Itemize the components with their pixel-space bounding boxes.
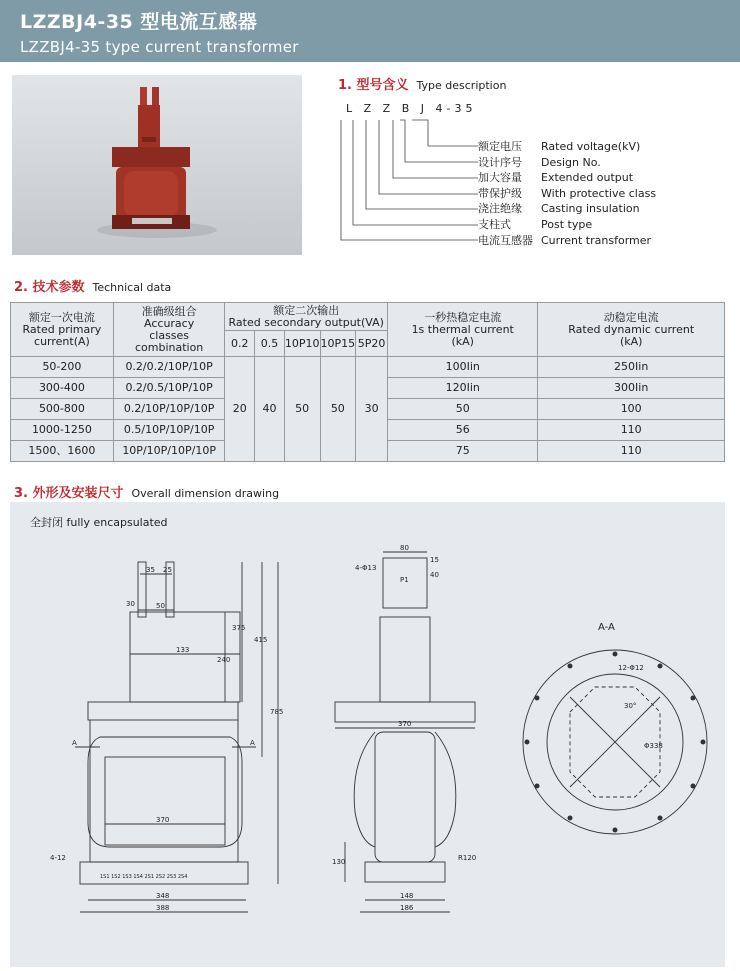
section-label: A-A (598, 622, 615, 633)
dim-label: 30° (624, 702, 637, 710)
table-row: 300-400 0.2/0.5/10P/10P 120Iin 300Iin (11, 378, 725, 399)
subheader-class: 0.2 (225, 331, 255, 357)
list-item: 电流互感器 Current transformer (478, 233, 652, 247)
dim-label: 35 (146, 566, 155, 574)
dim-label: Φ338 (644, 742, 663, 750)
header-accuracy: 准确级组合 Accuracy classes combination (113, 303, 225, 357)
secondary-value: 50 (320, 357, 356, 462)
dim-label: 348 (156, 892, 170, 900)
front-base (80, 862, 248, 884)
type-description-list (478, 139, 661, 248)
list-item: 额定电压 Rated voltage(kV) (478, 140, 641, 153)
section-mark: A (72, 739, 77, 747)
table-row: 50-200 0.2/0.2/10P/10P 20 40 50 50 30 100Iin 250Iin (11, 357, 725, 378)
title-english: LZZBJ4-35 type current transformer (20, 38, 299, 56)
dim-label: 15 (430, 556, 439, 564)
list-item: 浇注绝缘 Casting insulation (478, 202, 640, 216)
list-item: 设计序号 Design No. (478, 155, 601, 169)
dim-label: 12-Φ12 (618, 664, 644, 672)
section-mark: A (250, 739, 255, 747)
dim-label: 388 (156, 904, 170, 912)
list-item: 加大容量 Extended output (478, 171, 634, 185)
dim-label: 130 (332, 858, 346, 866)
drawing-subtitle: 全封闭 fully encapsulated (30, 516, 168, 529)
product-photo (12, 75, 302, 255)
dim-label: 4-12 (50, 854, 66, 862)
subheader-class: 10P15 (320, 331, 356, 357)
dim-label: R120 (458, 854, 477, 862)
section-type-description-title: 1. 型号含义 Type description (338, 78, 507, 93)
terminal-labels: 1S1 1S2 1S3 1S4 2S1 2S2 2S3 2S4 (100, 874, 188, 880)
secondary-value: 50 (284, 357, 320, 462)
dim-label: 186 (400, 904, 414, 912)
model-code-leader-lines (330, 112, 480, 252)
subheader-class: 5P20 (356, 331, 388, 357)
section-dimension-drawing-title: 3. 外形及安装尺寸 Overall dimension drawing (14, 486, 280, 501)
subheader-class: 0.5 (255, 331, 285, 357)
dim-label: 40 (430, 571, 439, 579)
dim-label: 50 (156, 602, 165, 610)
technical-data-table (10, 302, 725, 462)
side-base (365, 862, 445, 882)
dim-label: 240 (217, 656, 231, 664)
dim-label: 4-Φ13 (355, 564, 377, 572)
page-header (0, 0, 740, 62)
dim-label: 30 (126, 600, 135, 608)
table-row: 1500、1600 10P/10P/10P/10P 75 110 (11, 441, 725, 462)
secondary-value: 40 (255, 357, 285, 462)
dim-label: 415 (254, 636, 268, 644)
dim-label: 370 (156, 816, 170, 824)
dim-label: 25 (163, 566, 172, 574)
dim-label: 80 (400, 544, 409, 552)
dim-label: 785 (270, 708, 284, 716)
header-secondary-output: 额定二次输出 Rated secondary output(VA) (225, 303, 388, 331)
dim-label: 133 (176, 646, 190, 654)
subheader-class: 10P10 (284, 331, 320, 357)
list-item: 带保护级 With protective class (478, 186, 657, 200)
header-dynamic-current: 动稳定电流 Rated dynamic current (kA) (538, 303, 725, 357)
list-item: 支柱式 Post type (478, 217, 593, 231)
dim-label: 148 (400, 892, 414, 900)
table-row: 500-800 0.2/10P/10P/10P 50 100 (11, 399, 725, 420)
secondary-value: 30 (356, 357, 388, 462)
dim-label: P1 (400, 576, 409, 584)
dim-label: 375 (232, 624, 246, 632)
model-code: L Z Z B J 4-35 (346, 102, 477, 115)
header-thermal-current: 一秒热稳定电流 1s thermal current (kA) (388, 303, 538, 357)
secondary-value: 20 (225, 357, 255, 462)
table-row: 1000-1250 0.5/10P/10P/10P 56 110 (11, 420, 725, 441)
section-technical-data-title: 2. 技术参数 Technical data (14, 280, 172, 295)
dim-label: 370 (398, 720, 412, 728)
header-primary-current: 额定一次电流 Rated primary current(A) (11, 303, 114, 357)
title-chinese: LZZBJ4-35 型电流互感器 (20, 11, 258, 33)
dimension-drawing (10, 502, 725, 967)
